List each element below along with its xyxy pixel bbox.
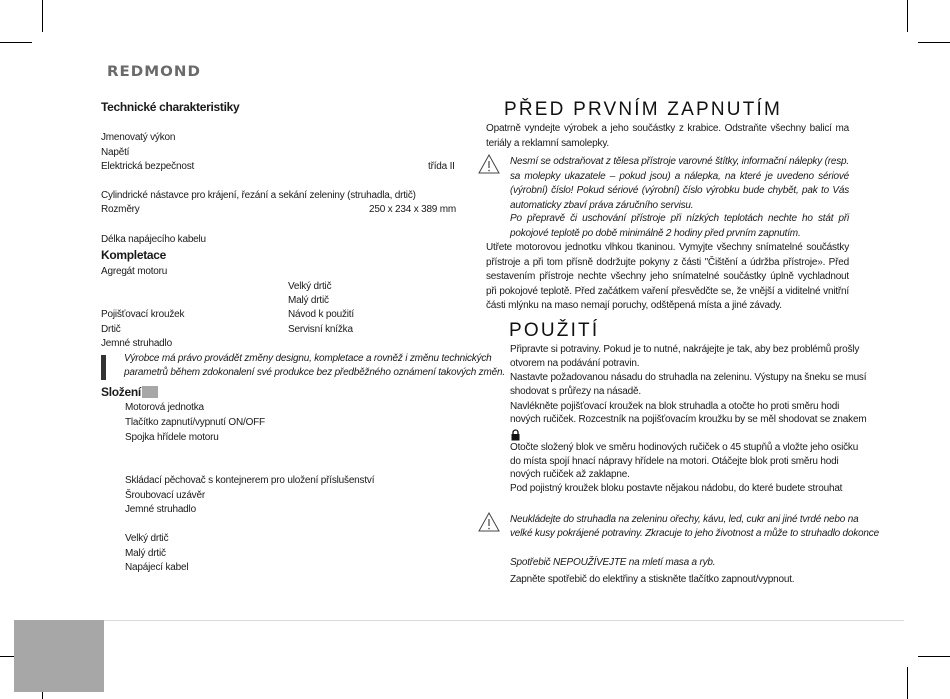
warning-icon <box>478 512 500 532</box>
kit-item: Pojišťovací kroužek <box>101 309 185 320</box>
spec-label: Jmenovatý výkon <box>101 132 176 143</box>
warning-text: Po přepravě či uschování přístroje při nízkých teplotách nechte ho stát při pokojové teplotě po době minimálně 2 hodiny před prvním zapnutím. <box>510 213 849 239</box>
crop-mark <box>42 0 43 32</box>
parts-title: Složení <box>101 385 141 399</box>
section-title-use: POUŽITÍ <box>509 320 600 341</box>
warning-text: Nesmí se odstraňovat z tělesa přístroje varovné štítky, informační nálepky (resp. sa molepky ukazatele – pokud jsou) a nálepka, na které je uvedeno sériové (výrobní) číslo! Pokud sériové (výrobní) číslo výrobku bude chybět, pak to Vás automaticky zbaví práva záručního servisu. <box>510 156 849 211</box>
kit-item: Drtič <box>101 324 121 335</box>
use-line: shodovat s průřezy na násadě. <box>510 386 641 397</box>
footer-divider <box>104 620 904 621</box>
spec-label: Rozměry <box>101 204 140 215</box>
parts-item: Spojka hřídele motoru <box>125 432 219 443</box>
kit-item: Agregát motoru <box>101 266 168 277</box>
use-line: Navlékněte pojišťovací kroužek na blok struhadla a otočte ho proti směru hodi <box>510 401 840 412</box>
disclaimer-text: Výrobce má právo provádět změny designu, kompletace a rovněž i změnu technických <box>124 353 492 364</box>
paragraph: Utřete motorovou jednotku vlhkou tkaninou. Vymyjte všechny snímatelné součástky přístroje a při tom přísně dodržujte pokyny z části "Čištění a údržba přístroje». Před sestavením přístroje nechte všechny jeho snímatelné součástky úplně vychladnout při pokojové teplotě. Před začátkem vaření přesvědčte se, že vnější a viditelné vnitřní části mlýnku na maso nemají poruchy, odštěpená místa a jiné závady. <box>486 242 849 311</box>
warning-text: velké kusy pokrájené potraviny. Zkracuje to jeho životnost a může to struhadlo dokonce <box>510 528 879 539</box>
kit-item: Servisní knížka <box>288 324 353 335</box>
spec-attachments: Cylindrické nástavce pro krájení, řezání a sekání zeleniny (struhadla, drtič) <box>101 190 416 201</box>
crop-mark <box>918 42 950 43</box>
lock-icon <box>510 429 521 441</box>
crop-mark <box>0 42 32 43</box>
parts-item: Skládací pěchovač s kontejnerem pro uložení příslušenství <box>125 475 375 486</box>
kit-item: Malý drtič <box>288 295 329 306</box>
crop-mark <box>918 656 950 657</box>
parts-title-marker <box>142 386 158 398</box>
spec-label: Elektrická bezpečnost <box>101 161 195 172</box>
disclaimer-text: parametrů během zdokonalení své produkce bez předběžného oznámení takových změn. <box>124 367 505 378</box>
parts-item: Tlačítko zapnutí/vypnutí ON/OFF <box>125 417 265 428</box>
spec-value: 250 x 234 x 389 mm <box>369 204 457 215</box>
use-line: Zapněte spotřebič do elektřiny a stiskněte tlačítko zapnout/vypnout. <box>510 574 795 585</box>
crop-mark <box>907 0 908 32</box>
spec-label: Délka napájecího kabelu <box>101 234 206 245</box>
kit-item: Jemné struhadlo <box>101 338 172 349</box>
use-line: Připravte si potraviny. Pokud je to nutné, nakrájejte je tak, aby bez problémů prošly <box>510 344 860 355</box>
kit-title: Kompletace <box>101 248 167 262</box>
parts-item: Velký drtič <box>125 533 169 544</box>
parts-item: Napájecí kabel <box>125 562 189 573</box>
brand-logo: REDMOND <box>107 62 201 80</box>
warning-text: Neukládejte do struhadla na zeleninu ořechy, kávu, led, cukr ani jiné tvrdé nebo na <box>510 514 859 525</box>
use-line: nových ručiček. Rozcestník na pojišťovacím kroužku by se měl shodovat se znakem <box>510 414 867 425</box>
kit-item: Velký drtič <box>288 281 332 292</box>
kit-item: Návod k použití <box>288 309 354 320</box>
tech-title: Technické charakteristiky <box>101 100 240 114</box>
note-marker <box>101 355 106 380</box>
parts-item: Motorová jednotka <box>125 402 204 413</box>
use-line: Nastavte požadovanou násadu do struhadla na zeleninu. Výstupy na šneku se musí <box>510 372 867 383</box>
use-line: Otočte složený blok ve směru hodinových ručiček o 45 stupňů a vložte jeho osičku <box>510 442 859 453</box>
spec-value: třída II <box>428 161 455 172</box>
parts-item: Šroubovací uzávěr <box>125 490 205 501</box>
page-number-box <box>14 620 104 692</box>
use-line: do místa spojí hnací nápravy hřídele na motori. Otáčejte blok proti směru hodi <box>510 456 839 467</box>
parts-item: Malý drtič <box>125 548 166 559</box>
use-line: otvorem na podávání potravin. <box>510 358 640 369</box>
parts-item: Jemné struhadlo <box>125 504 196 515</box>
use-line: Pod pojistný kroužek bloku postavte nějakou nádobu, do které budete strouhat <box>510 483 843 494</box>
spec-label: Napětí <box>101 147 130 158</box>
section-title-before-first-use: PŘED PRVNÍM ZAPNUTÍM <box>504 99 783 120</box>
warning-text: Spotřebič NEPOUŽÍVEJTE na mletí masa a ryb. <box>510 557 716 568</box>
use-line: nových ručiček až zaklapne. <box>510 469 630 480</box>
warning-icon <box>478 154 500 174</box>
paragraph: Opatrně vyndejte výrobek a jeho součástky z krabice. Odstraňte všechny balicí ma teriály a reklamní samolepky. <box>486 123 849 149</box>
crop-mark <box>907 667 908 699</box>
